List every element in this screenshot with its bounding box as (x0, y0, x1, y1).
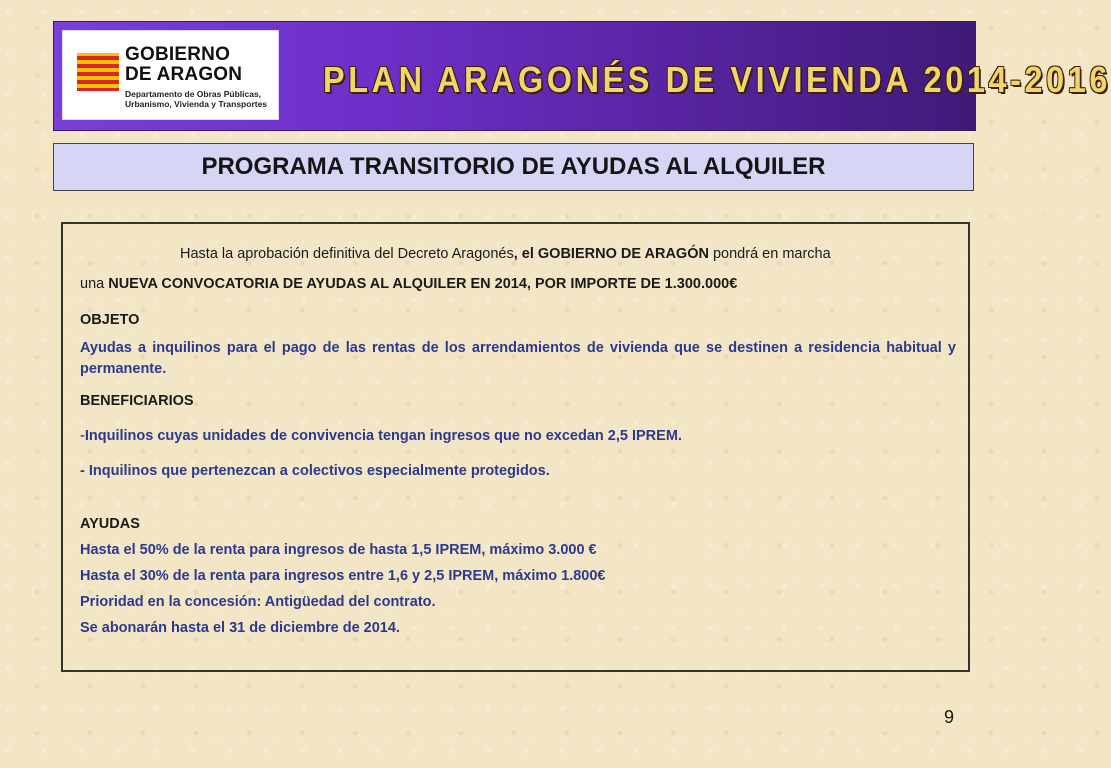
ayudas-item-1: Hasta el 50% de la renta para ingresos de hasta 1,5 IPREM, máximo 3.000 € (80, 542, 597, 558)
intro-bold: , el GOBIERNO DE ARAGÓN (513, 246, 709, 262)
aragon-flag-icon (77, 53, 119, 91)
subtitle-text: PROGRAMA TRANSITORIO DE AYUDAS AL ALQUILER (201, 153, 826, 180)
intro-text-2: pondrá en marcha (708, 246, 831, 262)
intro-line1 (80, 244, 956, 265)
page-number: 9 (944, 707, 955, 727)
intro-line2-bold: NUEVA CONVOCATORIA DE AYUDAS AL ALQUILER EN 2014, POR IMPORTE DE 1.300.000€ (108, 276, 738, 292)
ayudas-item-3: Prioridad en la concesión: Antigüedad del contrato. (80, 594, 436, 610)
beneficiario-dash: - (80, 428, 85, 444)
logo-department: Departamento de Obras Públicas, Urbanismo, Vivienda y Transportes (125, 89, 268, 109)
ayudas-heading: AYUDAS (80, 516, 140, 532)
gobierno-aragon-logo (62, 30, 279, 120)
beneficiario-item-1 (80, 426, 956, 447)
intro-line2-plain: una (80, 276, 109, 292)
header-banner (53, 21, 1111, 131)
objeto-heading: OBJETO (80, 312, 140, 328)
plan-title: PLAN ARAGONÉS DE VIVIENDA 2014-2016 (323, 59, 1111, 100)
ayudas-item-4: Se abonarán hasta el 31 de diciembre de 2014. (80, 620, 400, 636)
intro-text: Hasta la aprobación definitiva del Decreto Aragonés (180, 246, 514, 262)
content-box (61, 222, 970, 672)
logo-name: GOBIERNO DE ARAGON (125, 44, 243, 85)
beneficiario-1-text: Inquilinos cuyas unidades de convivencia tengan ingresos que no excedan 2,5 IPREM. (84, 428, 682, 444)
beneficiario-item-2: - Inquilinos que pertenezcan a colectivos especialmente protegidos. (80, 463, 550, 479)
subtitle-box (53, 143, 974, 191)
ayudas-item-2: Hasta el 30% de la renta para ingresos entre 1,6 y 2,5 IPREM, máximo 1.800€ (80, 568, 606, 584)
beneficiarios-heading: BENEFICIARIOS (80, 393, 194, 409)
objeto-text: Ayudas a inquilinos para el pago de las rentas de los arrendamientos de vivienda que se destinen a residencia habitual y permanente. (80, 340, 956, 377)
intro-line2 (80, 274, 956, 295)
